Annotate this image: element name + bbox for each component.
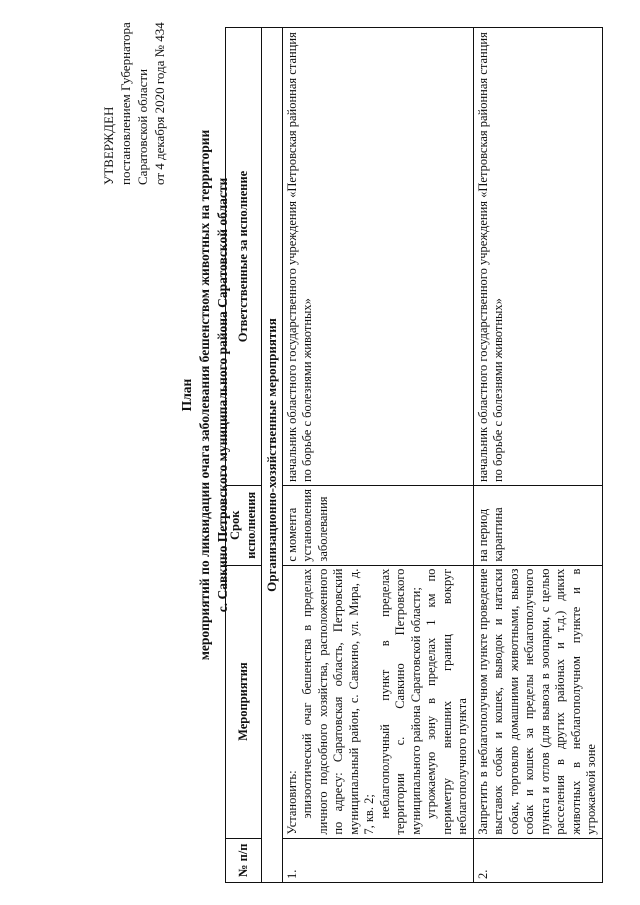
header-deadline: Срок исполнения xyxy=(226,486,262,566)
table-row xyxy=(473,28,602,883)
title-line: с. Савкино Петровского муниципального района Саратовской области xyxy=(215,177,230,613)
title-heading: План xyxy=(179,378,194,412)
row-measure: Запретить в неблагополучном пункте проведение выставок собак и кошек, выводок и натаски собак, торговлю домашними животными, вывоз собак и кошек за пределы неблагополучного пункта и отлов (для вывоза в зоопарки, с целью расселения в других районах и т.д.) диких животных в неблагополучном пункте и в угрожаемой зоне xyxy=(473,565,602,838)
row-responsible: начальник областного государственного учреждения «Петровская районная станция по борьбе с болезнями животных» xyxy=(282,28,473,486)
approval-line: Саратовской области xyxy=(135,68,150,185)
document-title xyxy=(178,15,232,775)
section-title: Организационно-хозяйственные мероприятия xyxy=(262,28,283,883)
table-row xyxy=(282,28,473,883)
row-deadline: на период карантина xyxy=(473,486,602,566)
measure-paragraph: неблагополучный пункт в пределах территории с. Савкино Петровского муниципального района Саратовской области; xyxy=(377,568,423,835)
measure-paragraph: эпизоотический очаг бешенства в пределах личного подсобного хозяйства, расположенного по адресу: Саратовская область, Петровский муниципальный район, с. Савкино, ул. Мира, д. 7, кв. 2; xyxy=(300,568,376,835)
row-number: 1. xyxy=(282,838,473,882)
measure-intro: Установить: xyxy=(284,770,299,835)
approval-date: от 4 декабря 2020 года № 434 xyxy=(152,22,167,185)
row-deadline: с момента установления заболевания xyxy=(282,486,473,566)
plan-table xyxy=(225,27,603,883)
measure-paragraph: угрожаемую зону в пределах 1 км по периметру внешних границ вокруг неблагополучного пункта xyxy=(424,568,469,835)
header-measures: Мероприятия xyxy=(226,565,262,838)
approval-heading: УТВЕРЖДЕН xyxy=(101,106,116,185)
header-num: № п/п xyxy=(226,838,262,882)
section-row xyxy=(262,28,283,883)
row-measure xyxy=(282,565,473,838)
row-responsible: начальник областного государственного учреждения «Петровская районная станция по борьбе с болезнями животных» xyxy=(473,28,602,486)
table-header-row xyxy=(226,28,262,883)
approval-line: постановлением Губернатора xyxy=(118,22,133,185)
header-responsible: Ответственные за исполнение xyxy=(226,28,262,486)
row-number: 2. xyxy=(473,838,602,882)
title-line: мероприятий по ликвидации очага заболевания бешенством животных на территории xyxy=(197,129,212,661)
approval-stamp xyxy=(100,5,168,185)
